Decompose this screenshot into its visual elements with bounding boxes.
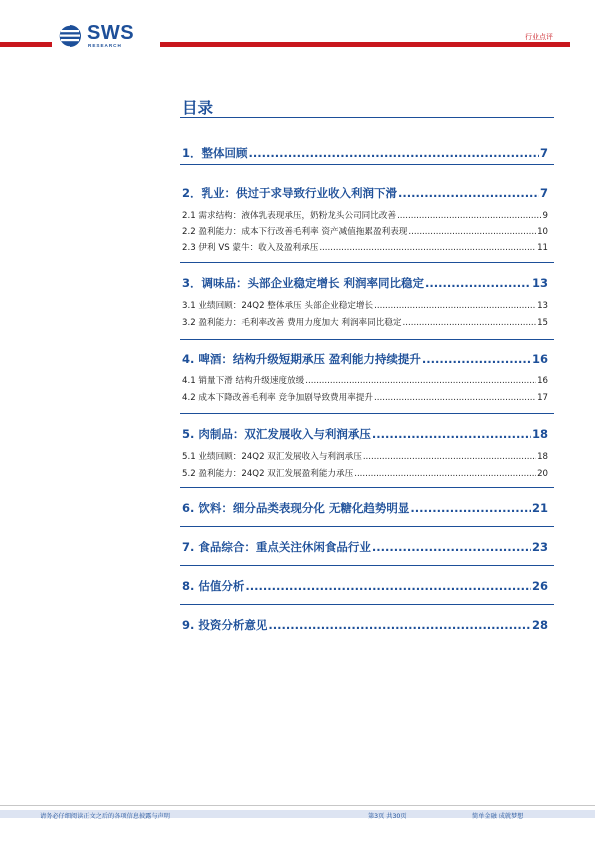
toc-entry-label: 3．调味品：头部企业稳定增长 利润率同比稳定: [182, 276, 425, 290]
toc-section-rule: [180, 413, 554, 414]
toc-entry-page: 21: [531, 501, 548, 515]
toc-entry-page: 26: [531, 579, 548, 593]
toc-entry-page: 16: [537, 376, 548, 386]
toc-leader-dots: [410, 501, 531, 515]
toc-entry-label: 7. 食品综合：重点关注休闲食品行业: [182, 540, 371, 554]
toc-entry-label: 5.2 盈利能力：24Q2 双汇发展盈利能力承压: [182, 469, 354, 479]
toc-subsection-entry[interactable]: [182, 209, 548, 221]
toc-entry-label: 2.3 伊利 VS 蒙牛：收入及盈利承压: [182, 243, 319, 253]
toc-entry-label: 8. 估值分析: [182, 579, 245, 593]
toc-leader-dots: [425, 276, 531, 290]
toc-section-rule: [180, 526, 554, 527]
toc-subsection-entry[interactable]: [182, 316, 548, 328]
toc-leader-dots: [372, 427, 531, 441]
toc-entry-label: 5.1 业绩回顾：24Q2 双汇发展收入与利润承压: [182, 452, 362, 462]
toc-section-entry[interactable]: [182, 275, 548, 291]
toc-entry-page: 13: [537, 301, 548, 311]
toc-leader-dots: [408, 227, 536, 237]
toc-section-entry[interactable]: [182, 185, 548, 201]
toc-section-entry[interactable]: [182, 500, 548, 516]
toc-title: 目录: [182, 99, 214, 117]
footer-slogan: 简单金融 成就梦想: [472, 813, 524, 820]
toc-entry-page: 10: [537, 227, 548, 237]
toc-entry-label: 4. 啤酒：结构升级短期承压 盈利能力持续提升: [182, 352, 421, 366]
toc-leader-dots: [245, 579, 531, 593]
toc-leader-dots: [363, 452, 536, 462]
toc-subsection-entry[interactable]: [182, 467, 548, 479]
toc-subsection-entry[interactable]: [182, 374, 548, 386]
toc-entry-label: 2.1 需求结构：液体乳表现承压，奶粉龙头公司同比改善: [182, 211, 397, 221]
sws-logo: [58, 24, 148, 54]
toc-entry-label: 6. 饮料：细分品类表现分化 无糖化趋势明显: [182, 501, 410, 515]
toc-section-rule: [180, 164, 554, 165]
toc-subsection-entry[interactable]: [182, 225, 548, 237]
header-red-rule-right: [160, 42, 570, 47]
toc-subsection-entry[interactable]: [182, 299, 548, 311]
toc-leader-dots: [397, 211, 541, 221]
toc-section-entry[interactable]: [182, 351, 548, 367]
toc-entry-label: 4.1 销量下滑 结构升级速度放缓: [182, 376, 305, 386]
toc-section-entry[interactable]: [182, 145, 548, 161]
footer-disclaimer: 请务必仔细阅读正文之后的各项信息披露与声明: [40, 813, 170, 820]
toc-entry-page: 13: [531, 276, 548, 290]
toc-leader-dots: [422, 352, 531, 366]
toc-section-entry[interactable]: [182, 617, 548, 633]
toc-entry-page: 18: [531, 427, 548, 441]
footer-rule: [0, 805, 595, 806]
toc-section-rule: [180, 565, 554, 566]
toc-section-rule: [180, 262, 554, 263]
logo-wordmark: SWS: [87, 22, 135, 44]
toc-leader-dots: [372, 540, 531, 554]
toc-leader-dots: [398, 186, 539, 200]
toc-section-rule: [180, 487, 554, 488]
toc-leader-dots: [403, 318, 537, 328]
toc-section-rule: [180, 604, 554, 605]
toc-leader-dots: [305, 376, 536, 386]
toc-entry-label: 2.2 盈利能力：成本下行改善毛利率 资产减值拖累盈利表现: [182, 227, 408, 237]
toc-leader-dots: [268, 618, 531, 632]
toc-entry-label: 9. 投资分析意见: [182, 618, 268, 632]
toc-section-entry[interactable]: [182, 539, 548, 555]
toc-subsection-entry[interactable]: [182, 391, 548, 403]
toc-subsection-entry[interactable]: [182, 450, 548, 462]
toc-entry-label: 4.2 成本下降改善毛利率 竞争加剧导致费用率提升: [182, 393, 374, 403]
logo-subtitle: RESEARCH: [88, 43, 122, 48]
toc-leader-dots: [374, 393, 536, 403]
toc-leader-dots: [249, 146, 539, 160]
toc-entry-page: 7: [539, 146, 548, 160]
toc-entry-page: 28: [531, 618, 548, 632]
toc-entry-page: 15: [537, 318, 548, 328]
toc-section-entry[interactable]: [182, 578, 548, 594]
toc-entry-page: 16: [531, 352, 548, 366]
toc-section-rule: [180, 339, 554, 340]
toc-entry-page: 7: [539, 186, 548, 200]
toc-section-entry[interactable]: [182, 426, 548, 442]
toc-entry-page: 17: [537, 393, 548, 403]
globe-icon: [58, 24, 82, 48]
toc-entry-page: 20: [537, 469, 548, 479]
toc-leader-dots: [319, 243, 536, 253]
toc-entry-page: 11: [537, 243, 548, 253]
footer-page-info: 第3页 共30页: [368, 813, 407, 820]
toc-entry-label: 2．乳业：供过于求导致行业收入利润下滑: [182, 186, 397, 200]
toc-entry-page: 18: [537, 452, 548, 462]
toc-leader-dots: [374, 301, 536, 311]
toc-entry-label: 5. 肉制品：双汇发展收入与利润承压: [182, 427, 371, 441]
header-red-rule-left: [0, 42, 52, 47]
toc-subsection-entry[interactable]: [182, 241, 548, 253]
toc-title-rule: [180, 117, 554, 118]
page-header: [0, 0, 595, 70]
toc-entry-page: 9: [542, 211, 548, 221]
toc-leader-dots: [354, 469, 536, 479]
report-type-tag: 行业点评: [525, 33, 553, 41]
toc-entry-label: 3.2 盈利能力：毛利率改善 费用力度加大 利润率同比稳定: [182, 318, 402, 328]
toc-entry-page: 23: [531, 540, 548, 554]
toc-entry-label: 1．整体回顾: [182, 146, 248, 160]
toc-entry-label: 3.1 业绩回顾：24Q2 整体承压 头部企业稳定增长: [182, 301, 374, 311]
